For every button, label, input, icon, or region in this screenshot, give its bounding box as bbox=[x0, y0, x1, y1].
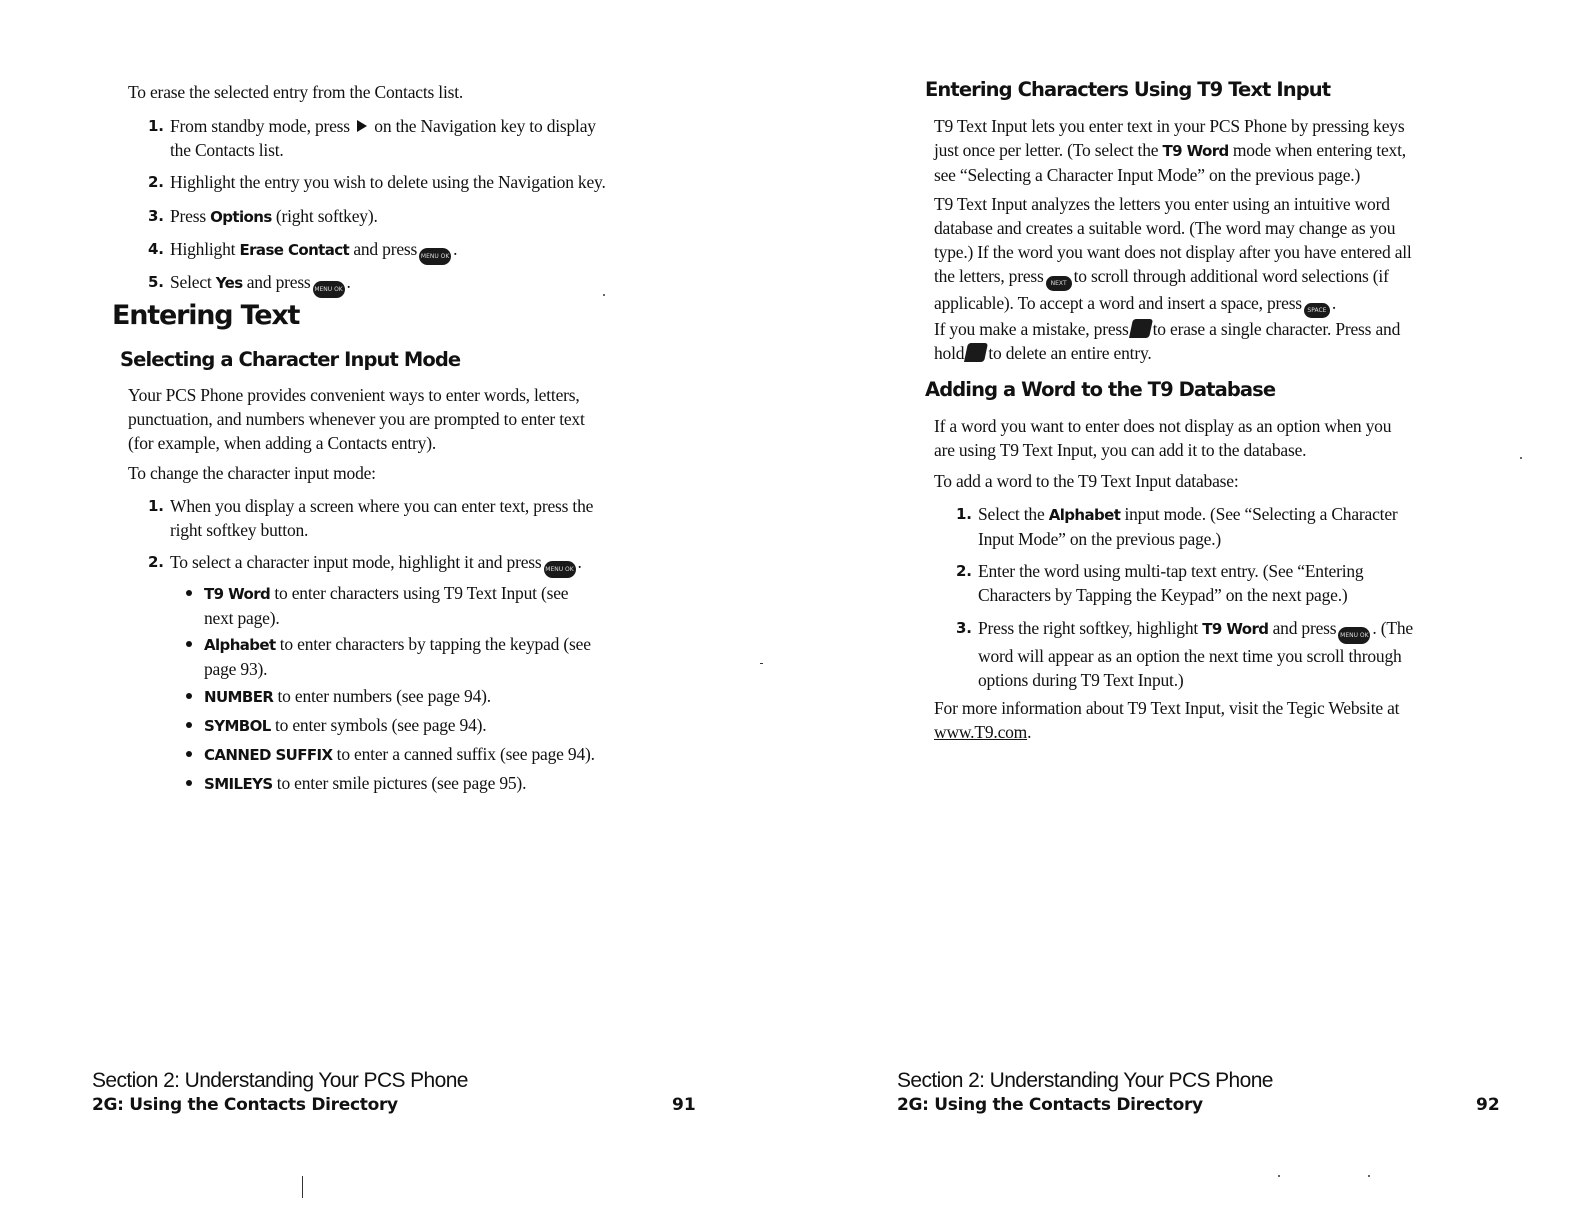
next-key-icon: NEXT bbox=[1046, 276, 1072, 291]
erase-step-5: 5. Select Yes and press MENU OK . bbox=[148, 270, 351, 298]
change-mode-paragraph: To change the character input mode: bbox=[128, 463, 376, 483]
bullet-number: NUMBER to enter numbers (see page 94). bbox=[184, 684, 491, 709]
scan-mark bbox=[760, 663, 763, 664]
footer-chapter: 2G: Using the Contacts Directory bbox=[92, 1095, 398, 1115]
t9-intro-paragraph: T9 Text Input lets you enter text in your PCS Phone by pressing keys just once per letter. (To select the T9 Word mode when entering text, see “Selecting a Character Input Mode” on the previous page.) bbox=[934, 116, 1406, 185]
erase-step-4: 4. Highlight Erase Contact and press MENU OK . bbox=[148, 237, 457, 265]
menu-ok-key-icon: MENU OK bbox=[419, 248, 451, 265]
add-step-3: 3. Press the right softkey, highlight T9 Word and press MENU OK . (The word will appear as an option the next time you scroll through options during T9 Text Input.) bbox=[956, 618, 1413, 690]
t9-analyze-paragraph: T9 Text Input analyzes the letters you enter using an intuitive word database and creates a suitable word. (The word may change as you type.) If the word you want does not display after you have entered all the letters, press NEXT to scroll through additional word selections (if applicable). To accept a word and insert a space, press SPACE . bbox=[934, 192, 1412, 318]
erase-step-2: 2. Highlight the entry you wish to delete using the Navigation key. bbox=[148, 172, 606, 192]
menu-ok-key-icon: MENU OK bbox=[544, 561, 576, 578]
bullet-symbol: SYMBOL to enter symbols (see page 94). bbox=[184, 713, 486, 738]
t9-mistake-paragraph: If you make a mistake, press to erase a single character. Press and hold to delete an entire entry. bbox=[934, 319, 1401, 363]
erase-step-3: 3. Press Options (right softkey). bbox=[148, 206, 378, 226]
menu-ok-key-icon: MENU OK bbox=[1338, 627, 1370, 644]
nav-right-icon bbox=[357, 120, 367, 132]
add-step-2: 2. Enter the word using multi-tap text entry. (See “Entering Characters by Tapping the Keypad” on the next page.) bbox=[956, 561, 1364, 605]
t9-website-link[interactable]: www.T9.com bbox=[934, 722, 1028, 742]
mode-step-1: 1. When you display a screen where you can enter text, press the right softkey button. bbox=[148, 496, 594, 540]
mode-step-2: 2. To select a character input mode, highlight it and press MENU OK . bbox=[148, 550, 582, 578]
page-number: 92 bbox=[1476, 1095, 1500, 1115]
footer-section: Section 2: Understanding Your PCS Phone bbox=[897, 1069, 1273, 1092]
bullet-t9-word: T9 Word to enter characters using T9 Text Input (see next page). bbox=[184, 581, 568, 630]
selecting-mode-subheading: Selecting a Character Input Mode bbox=[120, 348, 461, 371]
scan-mark bbox=[603, 294, 605, 296]
t9-heading: Entering Characters Using T9 Text Input bbox=[925, 78, 1331, 101]
more-info-paragraph: For more information about T9 Text Input, visit the Tegic Website at www.T9.com. bbox=[934, 698, 1400, 742]
bullet-smileys: SMILEYS to enter smile pictures (see page 95). bbox=[184, 771, 526, 796]
page-number: 91 bbox=[672, 1095, 696, 1115]
bullet-canned-suffix: CANNED SUFFIX to enter a canned suffix (see page 94). bbox=[184, 742, 595, 767]
intro-paragraph: Your PCS Phone provides convenient ways to enter words, letters, punctuation, and numbers whenever you are prompted to enter text (for example, when adding a Contacts entry). bbox=[128, 385, 585, 453]
add-step-1: 1. Select the Alphabet input mode. (See “Selecting a Character Input Mode” on the previous page.) bbox=[956, 504, 1398, 549]
scan-mark bbox=[1278, 1175, 1280, 1177]
back-key-icon bbox=[964, 343, 988, 362]
erase-step-1: 1. From standby mode, press on the Navigation key to display the Contacts list. bbox=[148, 116, 596, 160]
erase-intro: To erase the selected entry from the Contacts list. bbox=[128, 82, 464, 102]
bullet-alphabet: Alphabet to enter characters by tapping the keypad (see page 93). bbox=[184, 632, 591, 681]
menu-ok-key-icon: MENU OK bbox=[313, 281, 345, 298]
footer-chapter: 2G: Using the Contacts Directory bbox=[897, 1095, 1203, 1115]
space-key-icon: SPACE bbox=[1304, 303, 1330, 318]
entering-text-heading: Entering Text bbox=[112, 300, 300, 331]
back-key-icon bbox=[1129, 319, 1153, 338]
scan-mark bbox=[1520, 457, 1522, 459]
scan-mark bbox=[302, 1176, 303, 1198]
add-word-paragraph: If a word you want to enter does not display as an option when you are using T9 Text Input, you can add it to the database. bbox=[934, 416, 1392, 460]
footer-section: Section 2: Understanding Your PCS Phone bbox=[92, 1069, 468, 1092]
add-word-intro: To add a word to the T9 Text Input database: bbox=[934, 471, 1239, 491]
scan-mark bbox=[1368, 1175, 1370, 1177]
right-page bbox=[792, 0, 1584, 1224]
add-word-subheading: Adding a Word to the T9 Database bbox=[925, 378, 1276, 401]
